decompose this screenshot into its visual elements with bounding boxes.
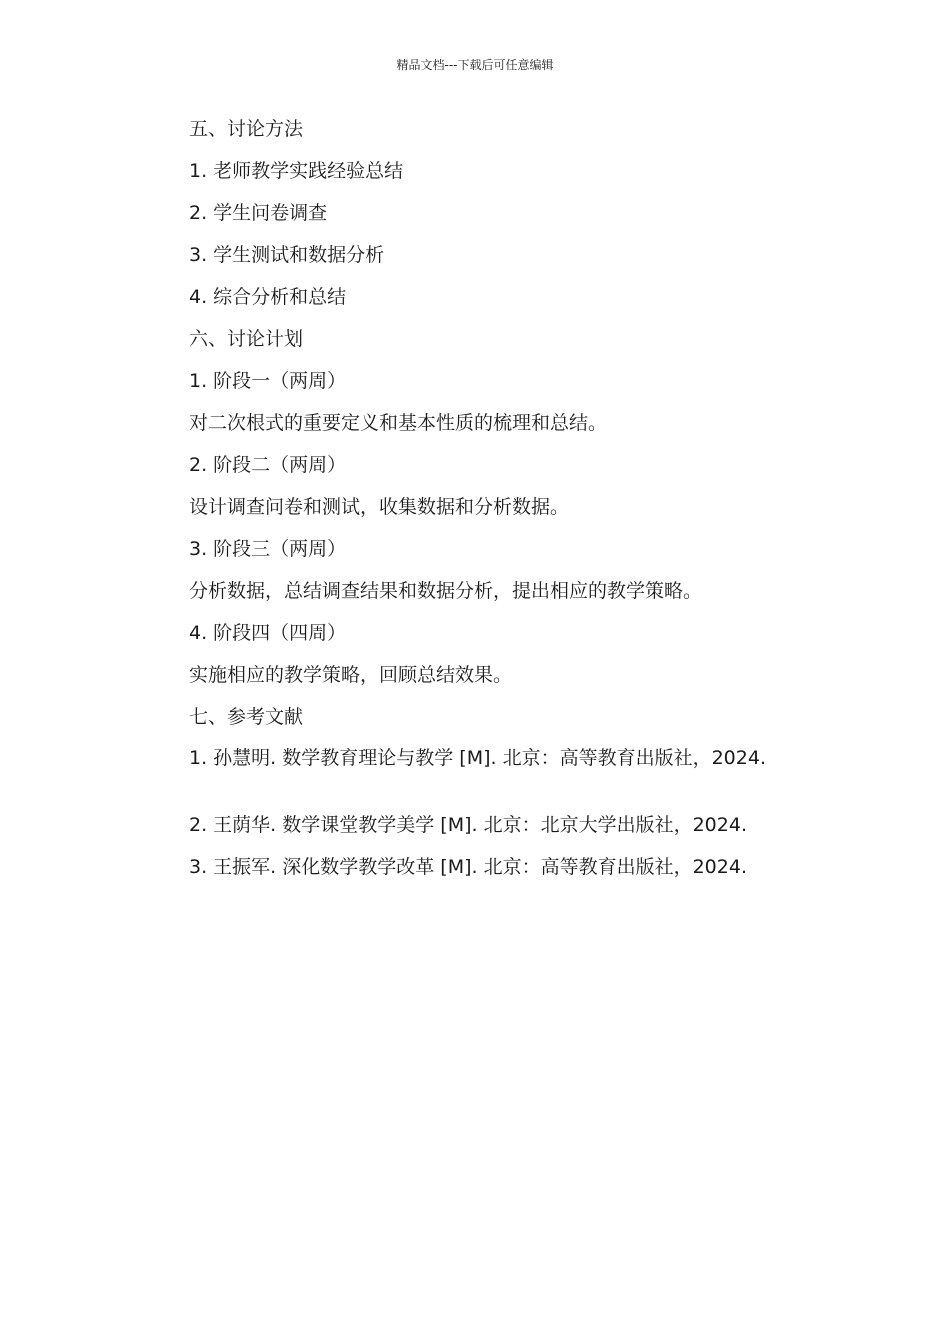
list-item: 4. 综合分析和总结 bbox=[189, 286, 347, 308]
stage-description: 实施相应的教学策略，回顾总结效果。 bbox=[189, 664, 513, 686]
stage-description: 设计调查问卷和测试，收集数据和分析数据。 bbox=[189, 496, 570, 518]
document-body bbox=[144, 116, 834, 896]
list-item: 1. 老师教学实践经验总结 bbox=[189, 160, 404, 182]
list-item: 3. 学生测试和数据分析 bbox=[189, 244, 385, 266]
reference-item: 1. 孙慧明. 数学教育理论与教学 [M]. 北京：高等教育出版社，2024. bbox=[189, 747, 766, 769]
section-heading-plan: 六、讨论计划 bbox=[189, 328, 304, 350]
stage-title: 4. 阶段四（四周） bbox=[189, 622, 347, 644]
stage-title: 3. 阶段三（两周） bbox=[189, 538, 347, 560]
stage-title: 2. 阶段二（两周） bbox=[189, 454, 347, 476]
stage-description: 分析数据，总结调查结果和数据分析，提出相应的教学策略。 bbox=[189, 580, 703, 602]
stage-description: 对二次根式的重要定义和基本性质的梳理和总结。 bbox=[189, 412, 608, 434]
reference-item: 2. 王荫华. 数学课堂教学美学 [M]. 北京：北京大学出版社，2024. bbox=[189, 814, 747, 836]
page-header: 精品文档---下载后可任意编辑 bbox=[396, 58, 554, 72]
reference-item: 3. 王振军. 深化数学教学改革 [M]. 北京：高等教育出版社，2024. bbox=[189, 856, 747, 878]
list-item: 2. 学生问卷调查 bbox=[189, 202, 328, 224]
section-heading-methods: 五、讨论方法 bbox=[189, 118, 304, 140]
section-heading-references: 七、参考文献 bbox=[189, 706, 304, 728]
stage-title: 1. 阶段一（两周） bbox=[189, 370, 347, 392]
